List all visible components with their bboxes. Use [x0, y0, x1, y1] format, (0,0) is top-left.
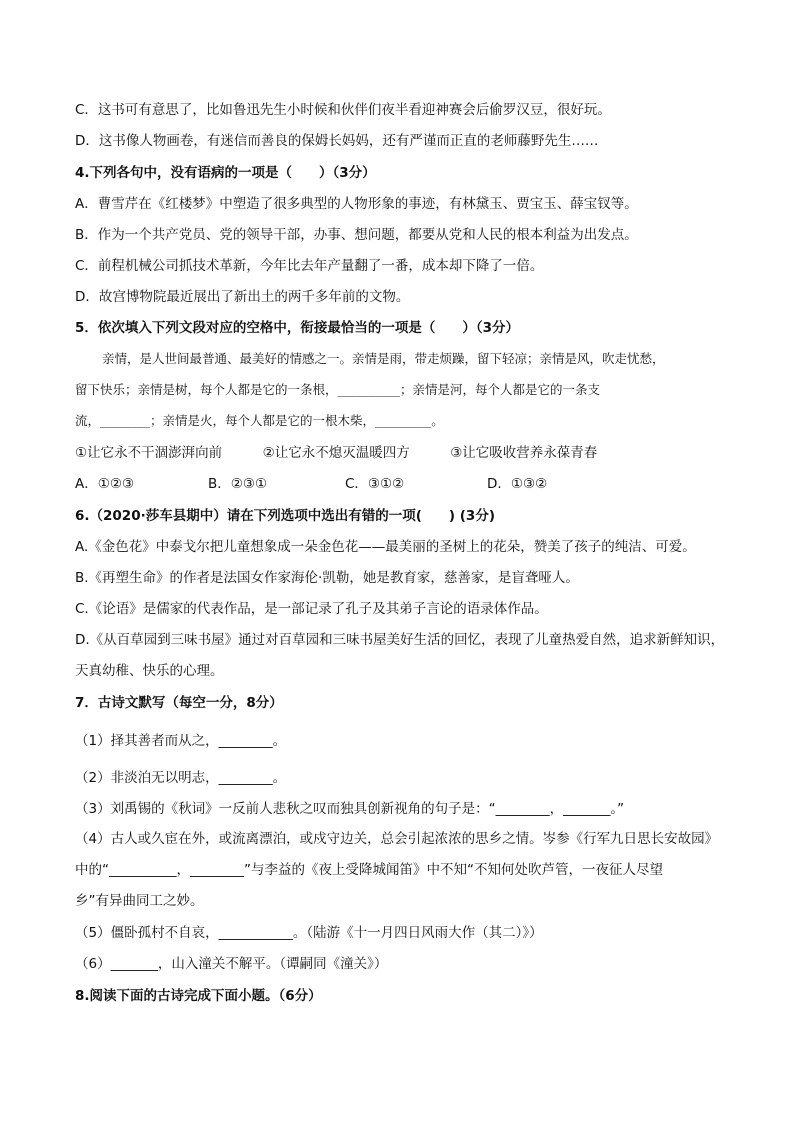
q5-option-a: A．①②③: [75, 476, 135, 492]
q5-passage-line-2: 留下快乐；亲情是树，每个人都是它的一条根，__________；亲情是河，每个人都是它的一条支: [75, 382, 601, 397]
q7-item-6: （6）_______，山入潼关不解平。（谭嗣同《潼关》）: [75, 956, 388, 972]
question-7: 7．古诗文默写（每空一分，8分）: [75, 695, 283, 711]
question-5: 5．依次填入下列文段对应的空格中，衔接最恰当的一项是（ ）（3分）: [75, 320, 520, 336]
q6-option-c: C.《论语》是儒家的代表作品，是一部记录了孔子及其弟子言论的语录体作品。: [75, 601, 548, 617]
q3-option-c: C．这书可有意思了，比如鲁迅先生小时候和伙伴们夜半看迎神赛会后偷罗汉豆，很好玩。: [75, 102, 611, 118]
q7-item-3: （3）刘禹锡的《秋词》一反前人悲秋之叹而独具创新视角的句子是：“________，_______。”: [75, 801, 625, 817]
q4-option-a: A．曹雪芹在《红楼梦》中塑造了很多典型的人物形象的事迹，有林黛玉、贾宝玉、薛宝钗等。: [75, 196, 638, 212]
q7-item-5: （5）僵卧孤村不自哀，___________。（陆游《十一月四日风雨大作（其二）》）: [75, 925, 543, 941]
q4-option-b: B．作为一个共产党员、党的领导干部，办事、想问题，都要从党和人民的根本利益为出发点。: [75, 227, 638, 243]
q5-sentence-choices: ①让它永不干涸澎湃向前 ②让它永不熄灭温暖四方 ③让它吸收营养永葆青春: [75, 445, 598, 461]
question-4: 4.下列各句中，没有语病的一项是（ ）（3分）: [75, 165, 376, 181]
q6-option-b: B.《再塑生命》的作者是法国女作家海伦·凯勒，她是教育家，慈善家，是盲聋哑人。: [75, 570, 579, 586]
q3-option-d: D．这书像人物画卷，有迷信而善良的保姆长妈妈，还有严谨而正直的老师藤野先生……: [75, 133, 599, 149]
q6-option-d-line-2: 天真幼稚、快乐的心理。: [75, 663, 224, 679]
q4-option-d: D．故宫博物院最近展出了新出土的两千多年前的文物。: [75, 289, 410, 305]
q7-item-4-line-3: 乡”有异曲同工之妙。: [75, 893, 204, 909]
question-8: 8.阅读下面的古诗完成下面小题。（6分）: [75, 988, 322, 1004]
q7-item-4-line-1: （4）古人或久宦在外，或流离漂泊，或戍守边关，总会引起浓浓的思乡之情。岑参《行军九日思长安故园》: [75, 831, 719, 847]
q7-item-2: （2）非淡泊无以明志，________。: [75, 770, 287, 786]
q5-option-c: C．③①②: [345, 476, 405, 492]
q6-option-d-line-1: D.《从百草园到三味书屋》通过对百草园和三味书屋美好生活的回忆，表现了儿童热爱自然，追求新鲜知识，: [75, 632, 725, 648]
q6-option-a: A.《金色花》中泰戈尔把儿童想象成一朵金色花——最美丽的圣树上的花朵，赞美了孩子的纯洁、可爱。: [75, 539, 696, 555]
question-6: 6.（2020·莎车县期中）请在下列选项中选出有错的一项( ) (3分): [75, 508, 495, 524]
q5-passage-line-1: 亲情，是人世间最普通、最美好的情感之一。亲情是雨，带走烦躁，留下轻凉；亲情是风，吹走忧愁，: [102, 351, 665, 366]
q4-option-c: C．前程机械公司抓技术革新，今年比去年产量翻了一番，成本却下降了一倍。: [75, 258, 544, 274]
q7-item-4-line-2: 中的“__________，________”与李益的《夜上受降城闻笛》中不知“不知何处吹芦管，一夜征人尽望: [75, 862, 663, 878]
q5-passage-line-3: 流，________；亲情是火，每个人都是它的一根木柴，_________。: [75, 413, 444, 428]
q7-item-1: （1）择其善者而从之，________。: [75, 733, 287, 749]
q5-option-d: D．①③②: [487, 476, 548, 492]
q5-option-b: B．②③①: [208, 476, 268, 492]
